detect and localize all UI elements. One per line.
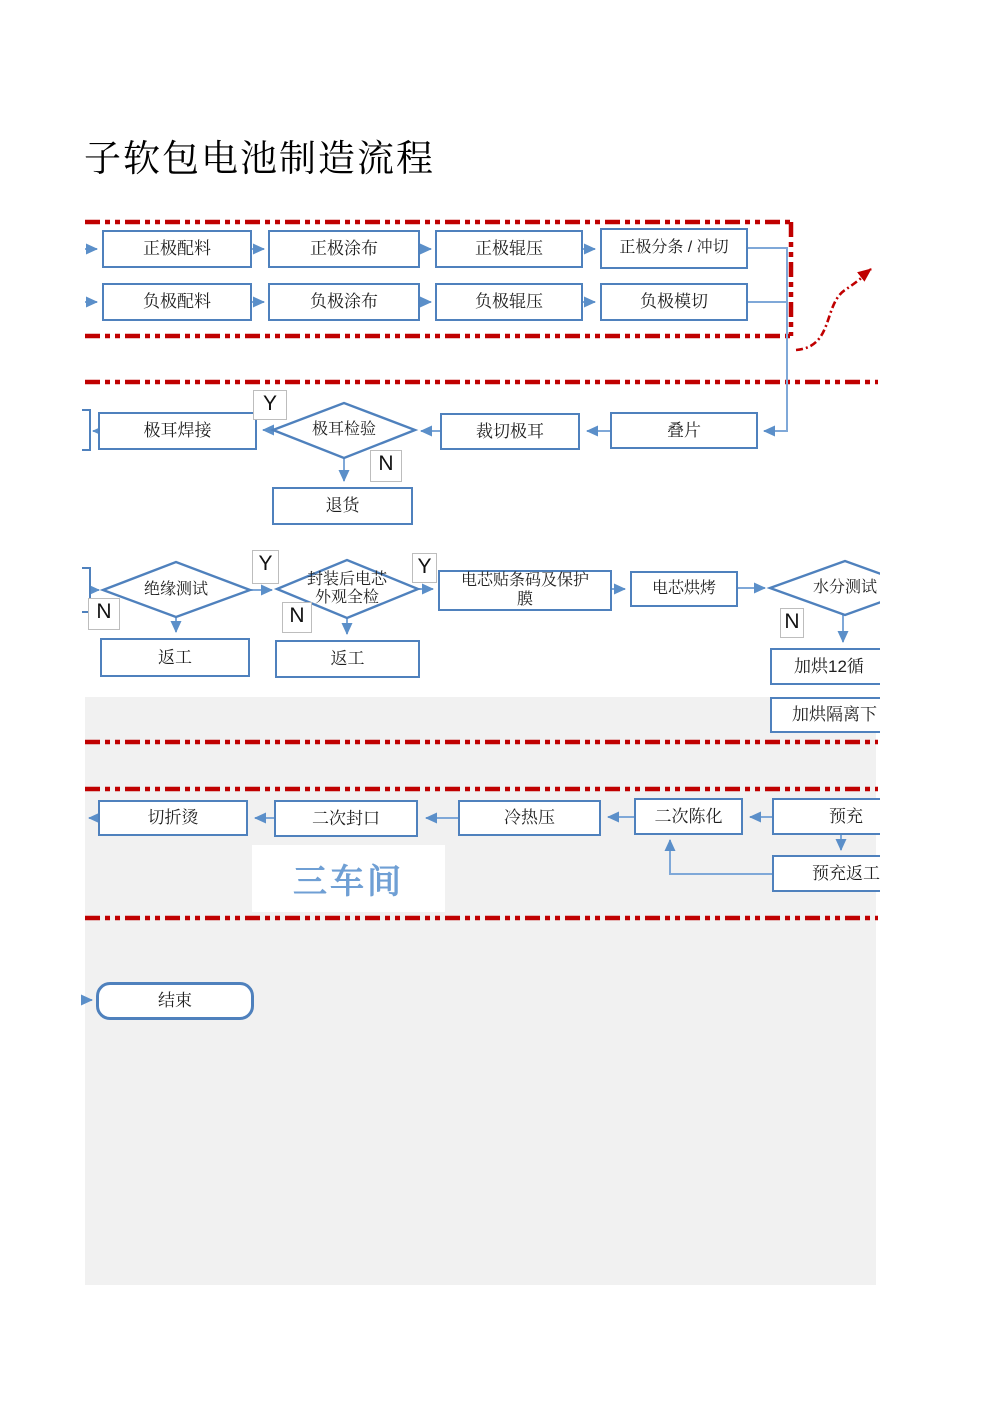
node-tab-cutting[interactable]: 裁切极耳 (440, 413, 580, 450)
node-negative-rolling[interactable]: 负极辊压 (435, 283, 583, 321)
decision-label-no-4[interactable]: N (780, 608, 804, 638)
node-positive-rolling[interactable]: 正极辊压 (435, 230, 583, 268)
node-rework-2[interactable]: 返工 (275, 640, 420, 678)
decision-label-yes-2[interactable]: Y (252, 550, 279, 584)
red-jump-arrow (796, 269, 871, 350)
node-tab-welding[interactable]: 极耳焊接 (98, 412, 257, 450)
node-return-goods[interactable]: 退货 (272, 487, 413, 525)
diamond-insulation-test-label[interactable]: 绝缘测试 (143, 581, 208, 599)
diamond-tab-inspect-label[interactable]: 极耳检验 (311, 421, 376, 439)
node-extra-bake-cycle[interactable]: 加烘12循 (770, 648, 880, 685)
diamond-post-pack-inspect-text: 封装后电芯外观全检 (306, 571, 387, 606)
node-barcode-protective-film[interactable] (438, 570, 612, 611)
node-positive-mixing[interactable]: 正极配料 (102, 230, 252, 268)
diamond-post-pack-inspect-label[interactable] (297, 570, 397, 608)
node-negative-mixing[interactable]: 负极配料 (102, 283, 252, 321)
offpage-connector-left-1[interactable] (82, 409, 91, 451)
workshop-label-box (252, 845, 445, 912)
node-positive-slitting-label: 正极分条 / 冲切 (619, 239, 729, 257)
node-negative-coating[interactable]: 负极涂布 (268, 283, 420, 321)
blue-connectors (85, 248, 843, 1000)
node-negative-die-cutting[interactable]: 负极模切 (600, 283, 748, 321)
node-positive-slitting[interactable] (600, 228, 748, 269)
node-stacking[interactable]: 叠片 (610, 412, 758, 449)
node-cut-fold-iron[interactable]: 切折烫 (98, 800, 248, 836)
node-positive-coating[interactable]: 正极涂布 (268, 230, 420, 268)
node-second-aging[interactable]: 二次陈化 (634, 798, 743, 835)
node-end[interactable]: 结束 (96, 982, 254, 1020)
node-precharge[interactable]: 预充 (772, 798, 880, 835)
node-second-sealing[interactable]: 二次封口 (274, 800, 418, 837)
node-hot-cold-press[interactable]: 冷热压 (458, 800, 601, 836)
decision-label-yes-3[interactable]: Y (412, 553, 437, 583)
decision-label-no-1[interactable]: N (370, 450, 402, 482)
decision-label-yes-1[interactable]: Y (253, 390, 287, 420)
diamond-moisture-test-label[interactable]: 水分测试 (812, 579, 877, 597)
decision-label-no-2[interactable]: N (88, 598, 120, 630)
node-precharge-rework[interactable]: 预充返工 (772, 855, 880, 892)
decision-label-no-3[interactable]: N (282, 602, 312, 633)
node-cell-baking[interactable]: 电芯烘烤 (630, 571, 738, 607)
page-title: 子软包电池制造流程 (84, 139, 435, 180)
workshop-label: 三车间 (293, 863, 404, 901)
node-bake-isolation[interactable]: 加烘隔离下 (770, 697, 880, 733)
node-rework-1[interactable]: 返工 (100, 638, 250, 677)
node-barcode-protective-film-label: 电芯贴条码及保护膜 (460, 572, 589, 608)
